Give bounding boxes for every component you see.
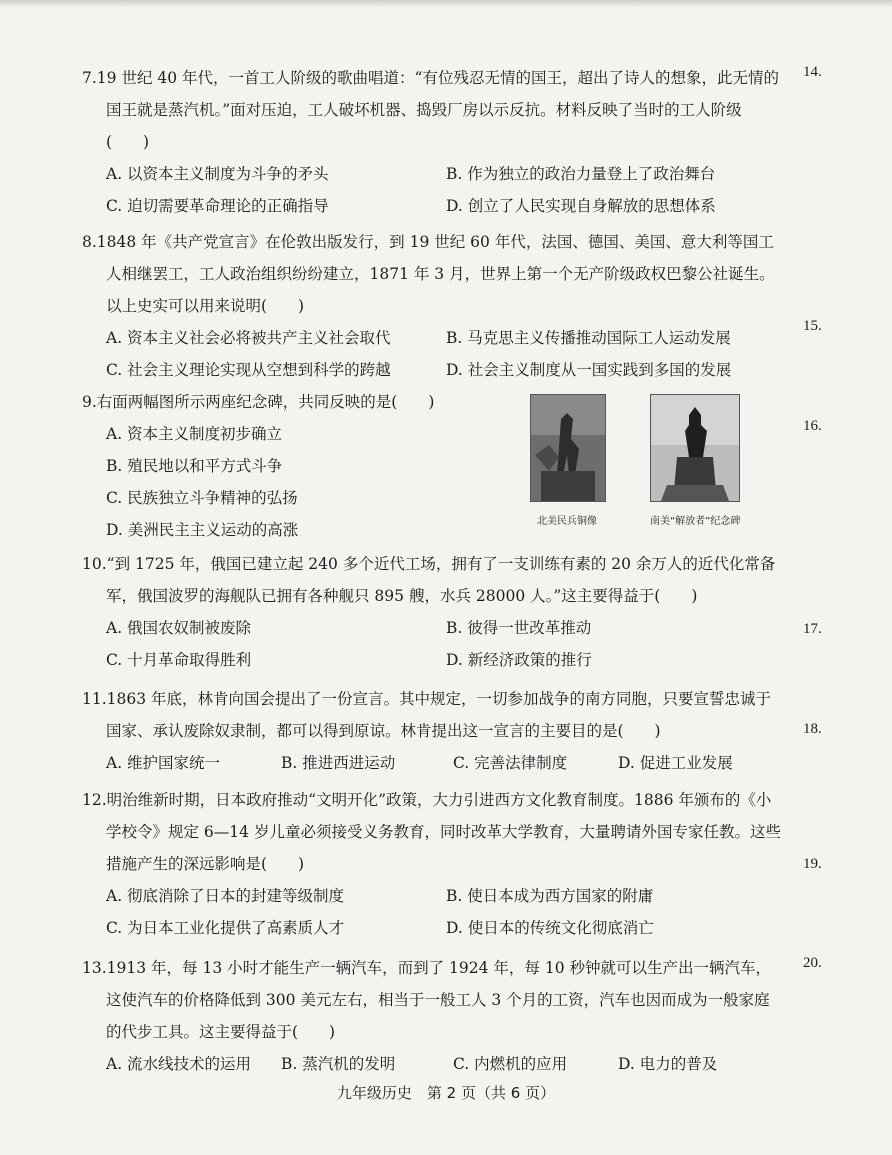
question-stem [82,952,782,1048]
margin-number: 15. [803,318,822,334]
figure-south-american-liberator [650,394,741,527]
option-d[interactable]: D. 创立了人民实现自身解放的思想体系 [446,197,716,215]
options [82,747,782,779]
question-number: 9. [82,393,97,411]
question-12 [82,784,782,944]
option-a[interactable]: A. 流水线技术的运用 [106,1055,252,1073]
liberator-monument-photo [650,394,740,502]
margin-number: 19. [803,856,822,872]
figure-north-american-militia [530,394,604,527]
option-d[interactable]: D. 促进工业发展 [618,754,733,772]
question-text: 1848 年《共产党宣言》在伦敦出版发行，到 19 世纪 60 年代，法国、德国、美国、意大利等国工人相继罢工，工人政治组织纷纷建立，1871 年 3 月，世界上第一个无产阶级政权巴黎公社诞生。以上史实可以用来说明( ) [96,233,775,315]
option-d[interactable]: D. 电力的普及 [618,1055,718,1073]
option-c[interactable]: C. 十月革命取得胜利 [106,651,252,669]
option-c[interactable]: C. 社会主义理论实现从空想到科学的跨越 [106,361,391,379]
question-7 [82,62,782,222]
question-11 [82,683,782,779]
option-d[interactable]: D. 社会主义制度从一国实践到多国的发展 [446,361,732,379]
militia-statue-photo [530,394,606,502]
question-10 [82,548,782,676]
option-a[interactable]: A. 资本主义社会必将被共产主义社会取代 [106,329,391,347]
question-text: 19 世纪 40 年代，一首工人阶级的歌曲唱道：“有位残忍无情的国王，超出了诗人的想象，此无情的国王就是蒸汽机。”面对压迫，工人破坏机器、捣毁厂房以示反抗。材料反映了当时的工人阶级( ) [96,69,779,151]
margin-number: 20. [803,955,822,971]
option-a[interactable]: A. 彻底消除了日本的封建等级制度 [106,887,345,905]
options [82,158,782,222]
options [82,612,782,676]
question-stem [82,548,782,612]
option-a[interactable]: A. 以资本主义制度为斗争的矛头 [106,165,329,183]
question-stem [82,226,782,322]
question-number: 8. [82,233,97,251]
question-stem [82,683,782,747]
options [82,418,522,546]
figure-caption: 北美民兵铜像 [537,516,597,527]
option-b[interactable]: B. 彼得一世改革推动 [446,619,592,637]
option-c[interactable]: C. 完善法律制度 [453,754,568,772]
question-text: “到 1725 年，俄国已建立起 240 多个近代工场，拥有了一支训练有素的 20 余万人的近代化常备军，俄国波罗的海舰队已拥有各种舰只 895 艘，水兵 28000 人。”这主要得益于( ) [106,555,776,605]
option-a[interactable]: A. 资本主义制度初步确立 [106,425,283,443]
margin-number: 16. [803,418,822,434]
page-footer: 九年级历史 第 2 页（共 6 页） [336,1084,556,1102]
margin-number: 14. [803,64,822,80]
scan-top-edge [0,0,892,8]
question-stem [82,62,782,158]
option-b[interactable]: B. 蒸汽机的发明 [281,1055,396,1073]
option-d[interactable]: D. 新经济政策的推行 [446,651,592,669]
question-stem [82,386,522,418]
question-text: 明治维新时期，日本政府推动“文明开化”政策，大力引进西方文化教育制度。1886 年颁布的《小学校令》规定 6—14 岁儿童必须接受义务教育，同时改革大学教育，大量聘请外国专家任教。这些措施产生的深远影响是( ) [106,791,781,873]
option-c[interactable]: C. 迫切需要革命理论的正确指导 [106,197,329,215]
question-number: 10. [82,555,107,573]
options [82,322,782,386]
option-c[interactable]: C. 为日本工业化提供了高素质人才 [106,919,345,937]
options [82,1048,782,1080]
option-a[interactable]: A. 维护国家统一 [106,754,221,772]
option-d[interactable]: D. 使日本的传统文化彻底消亡 [446,919,654,937]
question-13 [82,952,782,1080]
option-c[interactable]: C. 民族独立斗争精神的弘扬 [106,489,298,507]
margin-number: 18. [803,721,822,737]
question-text: 1863 年底，林肯向国会提出了一份宣言。其中规定，一切参加战争的南方同胞，只要宣誓忠诚于国家、承认废除奴隶制，都可以得到原谅。林肯提出这一宣言的主要目的是( ) [106,690,772,740]
question-number: 13. [82,959,107,977]
option-b[interactable]: B. 殖民地以和平方式斗争 [106,457,283,475]
question-stem [82,784,782,880]
option-b[interactable]: B. 作为独立的政治力量登上了政治舞台 [446,165,716,183]
question-text: 右面两幅图所示两座纪念碑，共同反映的是( ) [96,393,435,411]
options [82,880,782,944]
question-8 [82,226,782,386]
option-b[interactable]: B. 使日本成为西方国家的附庸 [446,887,654,905]
question-number: 11. [82,690,107,708]
question-number: 12. [82,791,107,809]
monument-figures [530,394,790,530]
margin-number: 17. [803,621,822,637]
option-c[interactable]: C. 内燃机的应用 [453,1055,568,1073]
figure-caption: 南美“解放者”纪念碑 [650,516,741,527]
option-b[interactable]: B. 马克思主义传播推动国际工人运动发展 [446,329,731,347]
question-number: 7. [82,69,97,87]
option-d[interactable]: D. 美洲民主主义运动的高涨 [106,521,299,539]
option-b[interactable]: B. 推进西进运动 [281,754,396,772]
question-text: 1913 年，每 13 小时才能生产一辆汽车，而到了 1924 年，每 10 秒钟就可以生产出一辆汽车，这使汽车的价格降低到 300 美元左右，相当于一般工人 3 个月的工资，汽车也因而成为一般家庭的代步工具。这主要得益于( ) [106,959,771,1041]
option-a[interactable]: A. 俄国农奴制被废除 [106,619,252,637]
question-9 [82,386,522,546]
